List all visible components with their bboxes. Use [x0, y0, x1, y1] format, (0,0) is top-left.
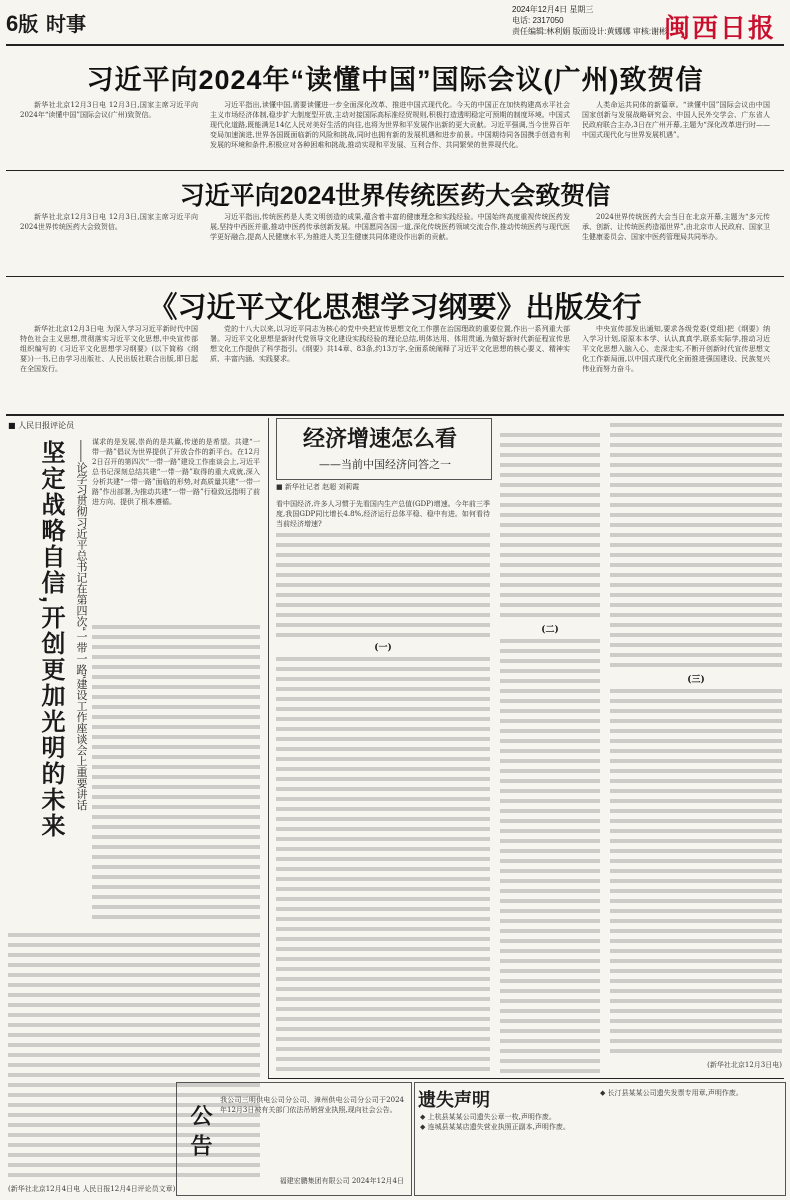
econ-section-2: (二) [541, 625, 559, 635]
article-3-body [20, 324, 770, 410]
lost-item: ◆ 连城县某某店遗失营业执照正副本,声明作废。 [420, 1123, 570, 1131]
page-number: 6版 [6, 11, 39, 36]
econ-col1-a [276, 530, 490, 638]
notice-body [220, 1088, 404, 1172]
column-divider [268, 418, 269, 1078]
article-3-lead: 新华社北京12月3日电 为深入学习习近平新时代中国特色社会主义思想,贯彻落实习近平文化思想,中央宣传部组织编写的《习近平文化思想学习纲要》(以下简称《纲要》)一书,已由学习出版社、人民出版社联合出版,即日起在全国发行。 [20, 325, 198, 373]
divider [6, 414, 784, 416]
econ-text: 看中国经济,许多人习惯于先看国内生产总值(GDP)增速。今年前三季度,我国GDP同比增长4.8%,经济运行总体平稳、稳中有进。如何看待当前经济增速? [276, 500, 490, 528]
divider [268, 1078, 784, 1079]
phone-line: 电话: 2317050 [512, 16, 564, 25]
article-1-right: 人类命运共同体的新篇章。“读懂中国”国际会议由中国国家创新与发展战略研究会、中国人民外交学会、广东省人民政府联合主办,3日在广州开幕,主题为“深化改革进行时——中国式现代化与世界发展机遇”。 [582, 101, 770, 139]
econ-col2-b [500, 636, 600, 1074]
commentary-end: (新华社北京12月4日电 人民日报12月4日评论员文章) [8, 1185, 176, 1193]
econ-col2-a [500, 430, 600, 620]
date-line: 2024年12月4日 星期三 [512, 5, 594, 14]
article-3-right: 中央宣传部发出通知,要求各级党委(党组)把《纲要》纳入学习计划,原原本本学、认认真真学,联系实际学,推动习近平文化思想入脑入心、走深走实,不断开创新时代宣传思想文化工作新局面,以中国式现代化全面推进强国建设、民族复兴伟业而努力奋斗。 [582, 325, 770, 373]
lost-item: ◆ 长汀县某某公司遗失发票专用章,声明作废。 [600, 1089, 743, 1097]
divider [6, 276, 784, 277]
article-2-body [20, 212, 770, 272]
masthead-logo: 闽西日报 [664, 14, 777, 44]
headline-article-3: 《习近平文化思想学习纲要》出版发行 [148, 292, 642, 324]
divider [6, 170, 784, 171]
econ-section-1: (一) [374, 643, 392, 653]
lost-title: 遗失声明 [418, 1090, 490, 1110]
econ-col3-a [610, 420, 782, 670]
notice-title: 公告 [188, 1104, 213, 1164]
lost-item: ◆ 上杭县某某公司遗失公章一枚,声明作废。 [420, 1113, 556, 1121]
econ-col3-b [610, 686, 782, 1058]
article-2-lead: 新华社北京12月3日电 12月3日,国家主席习近平向2024世界传统医药大会致贺信。 [20, 213, 198, 231]
econ-subtitle: ——当前中国经济问答之一 [319, 458, 451, 471]
editor-line: 责任编辑:林利娟 版面设计:黄娜娜 审核:谢彬 [512, 27, 668, 36]
commentary-subtitle: ——论学习贯彻习近平总书记在第四次“一带一路”建设工作座谈会上重要讲话 [75, 440, 87, 811]
commentary-body [92, 430, 260, 620]
header-rule [6, 44, 784, 46]
econ-title: 经济增速怎么看 [302, 426, 457, 451]
article-1-lead: 新华社北京12月3日电 12月3日,国家主席习近平向2024年“读懂中国”国际会议(广州)致贺信。 [20, 101, 198, 119]
page-header [0, 0, 790, 48]
headline-article-1: 习近平向2024年“读懂中国”国际会议(广州)致贺信 [86, 65, 704, 95]
notice-text: 我公司三明供电公司分公司、漳州供电公司分公司于2024年12月3日被有关部门依法吊销营业执照,现向社会公告。 [220, 1096, 404, 1114]
article-2-right: 2024世界传统医药大会当日在北京开幕,主题为“多元传承、创新、让传统医药造福世界”,由北京市人民政府、国家卫生健康委员会、国家中医药管理局共同举办。 [582, 213, 770, 241]
lost-list-2 [600, 1088, 778, 1188]
article-1-body [20, 100, 770, 166]
econ-col1-b [276, 654, 490, 1074]
econ-section-3: (三) [687, 675, 705, 685]
lost-list-1 [420, 1112, 590, 1190]
article-1-text: 习近平指出,读懂中国,需要读懂进一步全面深化改革、推进中国式现代化。今天的中国正在加快构建高水平社会主义市场经济体制,稳步扩大制度型开放,主动对接国际高标准经贸规则,积极打造透明稳定可预期的制度环境。中国式现代化道路,既能满足14亿人民对美好生活的向往,也将为世界和平发展作出新的更大贡献。习近平强调,当今世界百年变局加速演进,世界各国既面临新的风险和挑战,同时也拥有新的发展机遇和进步前景。中国期待同各国携手创造有利发展的环境和条件,积极应对各种困难和挑战,推动实现和平发展、互利合作、共同繁荣的世界现代化。 [210, 101, 570, 149]
econ-lead [276, 482, 490, 526]
commentary-continued [92, 622, 260, 922]
section-name: 时事 [46, 14, 86, 36]
notice-sign: 福建宏鹏集团有限公司 2024年12月4日 [279, 1177, 404, 1185]
econ-byline: ■ 新华社记者 赵超 刘莉霞 [276, 483, 360, 491]
article-2-text: 习近平指出,传统医药是人类文明创造的成果,蕴含着丰富的健康理念和实践经验。中国始终高度重视传统医药发展,坚持中西医并重,推动中医药传承创新发展。中国愿同各国一道,深化传统医药领域交流合作,推动传统医药与现代医学更好融合,提高人民健康水平,为推进人类卫生健康共同体建设作出新的贡献。 [210, 213, 570, 241]
commentary-title: 坚定战略自信,开创更加光明的未来 [37, 440, 64, 839]
econ-end: (新华社北京12月3日电) [707, 1061, 782, 1069]
article-3-text: 党的十八大以来,以习近平同志为核心的党中央把宣传思想文化工作摆在治国理政的重要位置,作出一系列重大部署。习近平文化思想是新时代党领导文化建设实践经验的理论总结,明体达用、体用贯通,为做好新时代新征程宣传思想文化工作提供了科学指引。《纲要》共14章、83条,约13万字,全面系统阐释了习近平文化思想的核心要义、精神实质、丰富内涵、实践要求。 [210, 325, 570, 363]
header-info [512, 4, 667, 37]
headline-article-2: 习近平向2024世界传统医药大会致贺信 [179, 182, 611, 210]
commentary-source: ■ 人民日报评论员 [8, 421, 75, 430]
commentary-text: 谋求的是发展,崇尚的是共赢,传递的是希望。共建“一带一路”倡议为世界提供了开放合作的新平台。在12月2日召开的第四次“一带一路”建设工作座谈会上,习近平总书记深刻总结共建“一带一路”取得的重大成就,深入分析共建“一带一路”面临的形势,对高质量共建“一带一路”作出部署,为推动共建“一带一路”行稳致远指明了前进方向、提供了根本遵循。 [92, 438, 260, 506]
